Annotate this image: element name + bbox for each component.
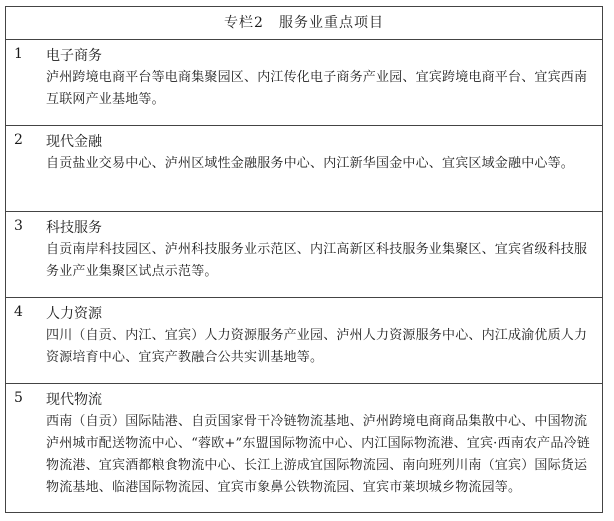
feature-box [5, 6, 603, 513]
item-heading: 人力资源 [46, 306, 102, 322]
item-row [6, 212, 602, 298]
item-heading: 现代物流 [46, 392, 102, 408]
item-heading: 科技服务 [46, 220, 102, 236]
item-number: 5 [14, 390, 23, 406]
item-body: 西南（自贡）国际陆港、自贡国家骨干冷链物流基地、泸州跨境电商商品集散中心、中国物流泸州城市配送物流中心、“蓉欧+”东盟国际物流中心、内江国际物流港、宜宾·西南农产品冷链物流港、宜宾酒都粮食物流中心、长江上游成宜国际物流园、南向班列川南（宜宾）国际货运物流基地、临港国际物流园、宜宾市象鼻公铁物流园、宜宾市莱坝城乡物流园等。 [46, 414, 590, 495]
item-row [6, 40, 602, 126]
item-row [6, 126, 602, 212]
item-number: 2 [14, 132, 23, 148]
item-heading: 电子商务 [46, 48, 102, 64]
item-body: 自贡南岸科技园区、泸州科技服务业示范区、内江高新区科技服务业集聚区、宜宾省级科技服务业产业集聚区试点示范等。 [46, 242, 588, 279]
item-number: 4 [14, 304, 23, 320]
item-body: 四川（自贡、内江、宜宾）人力资源服务产业园、泸州人力资源服务中心、内江成渝优质人力资源培育中心、宜宾产教融合公共实训基地等。 [46, 328, 588, 365]
item-number: 1 [14, 46, 23, 62]
box-title: 专栏2 服务业重点项目 [6, 7, 602, 40]
item-body: 泸州跨境电商平台等电商集聚园区、内江传化电子商务产业园、宜宾跨境电商平台、宜宾西南互联网产业基地等。 [46, 70, 588, 107]
item-number: 3 [14, 218, 23, 234]
item-heading: 现代金融 [46, 134, 102, 150]
item-body: 自贡盐业交易中心、泸州区域性金融服务中心、内江新华国金中心、宜宾区域金融中心等。 [46, 156, 575, 171]
item-row [6, 384, 602, 513]
item-row [6, 298, 602, 384]
